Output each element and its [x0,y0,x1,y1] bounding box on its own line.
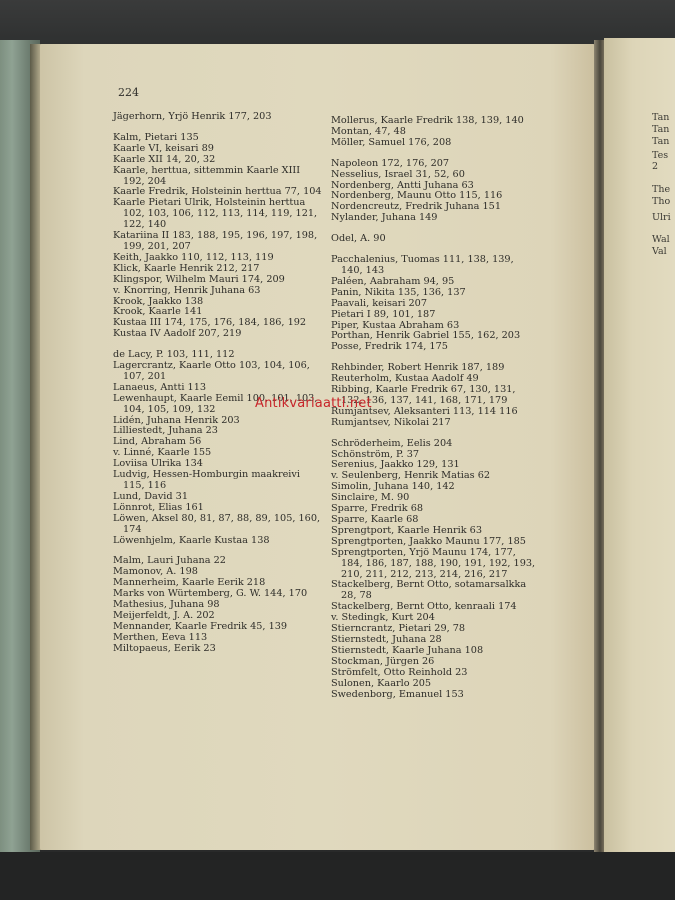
index-entry: Odel, A. 90 [331,233,386,245]
index-entry: Pietari I 89, 101, 187 [331,308,436,320]
index-entry: Malm, Lauri Juhana 22 [113,555,226,567]
facing-page-fragment: Tes [652,150,669,161]
index-entry: Sprengtporten, Yrjö Maunu 174, 177, 184, 186, 187, 188, 190, 191, 192, 193, 210, 211, 212, 213, 214, 216, 217 [331,546,536,580]
index-entry: Kaarle Pietari Ulrik, Holsteinin herttua 102, 103, 106, 112, 113, 114, 119, 121, 122, 140 [113,197,318,231]
index-entry: Lilliestedt, Juhana 23 [113,425,218,437]
index-entry: Mennander, Kaarle Fredrik 45, 139 [113,620,288,632]
index-entry: Lewenhaupt, Kaarle Eemil 100, 101, 103, 104, 105, 109, 132 [113,392,318,415]
index-entry: Meijerfeldt, J. A. 202 [113,609,215,621]
index-entry: Sulonen, Kaarlo 205 [331,677,432,689]
index-entry: Napoleon 172, 176, 207 [331,157,450,169]
index-entry: Kustaa IV Aadolf 207, 219 [113,328,242,340]
index-entry: Nylander, Juhana 149 [331,212,438,224]
index-entry: Stackelberg, Bernt Otto, kenraali 174 [331,601,517,613]
index-entry: Miltopaeus, Eerik 23 [113,642,216,654]
index-entry: Montan, 47, 48 [331,125,406,137]
index-entry: Löwenhjelm, Kaarle Kustaa 138 [113,534,270,546]
index-entry: Lidén, Juhana Henrik 203 [113,414,240,426]
index-entry: Sparre, Fredrik 68 [331,503,424,515]
index-entry: v. Linné, Kaarle 155 [113,447,212,459]
index-entry: Paléen, Aabraham 94, 95 [331,275,455,287]
index-entry: Lagercrantz, Kaarle Otto 103, 104, 106, 107, 201 [113,360,310,382]
facing-page-fragment: Ulri [652,212,671,223]
index-entry: Simolin, Juhana 140, 142 [331,481,455,493]
index-entry: Katariina II 183, 188, 195, 196, 197, 198, 199, 201, 207 [113,230,318,252]
index-entry: Keith, Jaakko 110, 112, 113, 119 [113,251,274,263]
facing-page-fragment: Tan [652,124,670,135]
index-entry: Sprengtporten, Jaakko Maunu 177, 185 [331,535,526,547]
index-entry: Porthan, Henrik Gabriel 155, 162, 203 [331,330,521,342]
index-entry: Merthen, Eeva 113 [113,631,208,643]
index-entry: Jägerhorn, Yrjö Henrik 177, 203 [113,111,272,122]
index-entry: Mamonov, A. 198 [113,566,198,578]
index-entry: Kustaa III 174, 175, 176, 184, 186, 192 [113,317,307,329]
index-entry: Krook, Jaakko 138 [113,295,204,307]
index-entry: Lanaeus, Antti 113 [113,381,207,393]
index-entry: Stockman, Jürgen 26 [331,655,435,667]
index-entry: Sprengtport, Kaarle Henrik 63 [331,524,483,536]
index-entry: Lund, David 31 [113,490,188,502]
page-number: 224 [118,86,139,99]
index-entry: Lönnrot, Elias 161 [113,501,204,513]
index-entry: Krook, Kaarle 141 [113,306,203,318]
index-entry: Pacchalenius, Tuomas 111, 138, 139, 140, 143 [331,254,514,276]
index-entry: Schröderheim, Eelis 204 [331,437,453,449]
index-entry: Kaarle, herttua, sittemmin Kaarle XIII 192, 204 [113,164,301,187]
index-entry: Swedenborg, Emanuel 153 [331,688,464,700]
index-entry: Loviisa Ulrika 134 [113,458,203,470]
index-entry: Rumjantsev, Nikolai 217 [331,416,451,428]
facing-page-fragment: Tan [652,112,670,123]
index-entry: de Lacy, P. 103, 111, 112 [113,349,235,361]
index-entry: Nesselius, Israel 31, 52, 60 [331,168,465,180]
index-entry: Ribbing, Kaarle Fredrik 67, 130, 131, 132, 136, 137, 141, 168, 171, 179 [331,384,516,406]
index-column-left [113,112,323,655]
index-entry: Schönström, P. 37 [331,448,420,460]
index-entry: Lind, Abraham 56 [113,436,202,448]
index-entry: Klick, Kaarle Henrik 212, 217 [113,262,260,274]
index-entry: Klingspor, Wilhelm Mauri 174, 209 [113,273,285,285]
index-entry: Kaarle VI, keisari 89 [113,142,214,154]
index-entry: Kaarle XII 14, 20, 32 [113,153,216,165]
index-entry: Sinclaire, M. 90 [331,492,410,504]
facing-page-fragment: 2 [652,161,659,172]
index-entry: Piper, Kustaa Abraham 63 [331,319,460,331]
index-entry: v. Knorring, Henrik Juhana 63 [113,284,261,296]
facing-page-fragment: Val [652,246,667,257]
index-entry: Stiernstedt, Kaarle Juhana 108 [331,644,484,656]
index-entry: Mollerus, Kaarle Fredrik 138, 139, 140 [331,115,524,126]
index-entry: Ludvig, Hessen-Homburgin maakreivi 115, 116 [113,469,300,491]
index-entry: Möller, Samuel 176, 208 [331,136,452,148]
index-entry: Panin, Nikita 135, 136, 137 [331,286,466,298]
index-entry: Rumjantsev, Aleksanteri 113, 114 116 [331,405,518,417]
index-entry: Posse, Fredrik 174, 175 [331,341,448,353]
facing-page-fragment: Tho [652,196,671,207]
index-entry: Sparre, Kaarle 68 [331,514,419,525]
index-entry: Nordenberg, Maunu Otto 115, 116 [331,190,503,202]
index-entry: Reuterholm, Kustaa Aadolf 49 [331,373,479,385]
index-entry: Kaarle Fredrik, Holsteinin herttua 77, 104 [113,186,322,198]
index-entry: Serenius, Jaakko 129, 131 [331,459,460,471]
index-entry: Mathesius, Juhana 98 [113,599,220,611]
index-entry: Rehbinder, Robert Henrik 187, 189 [331,362,505,374]
index-entry: Kalm, Pietari 135 [113,131,199,143]
watermark: Antikvariaatti.net [255,396,372,411]
index-entry: Stackelberg, Bernt Otto, sotamarsalkka 28, 78 [331,579,527,602]
index-entry: v. Stedingk, Kurt 204 [331,612,435,624]
facing-page-fragment: Tan [652,136,670,147]
index-entry: Mannerheim, Kaarle Eerik 218 [113,577,266,589]
index-entry: Nordencreutz, Fredrik Juhana 151 [331,201,501,213]
facing-page-fragment: The [652,184,671,195]
index-entry: Stierncrantz, Pietari 29, 78 [331,623,466,635]
index-entry: Marks von Würtemberg, G. W. 144, 170 [113,588,308,600]
index-entry: v. Seulenberg, Henrik Matias 62 [331,470,491,482]
index-entry: Löwen, Aksel 80, 81, 87, 88, 89, 105, 160, 174 [113,512,321,535]
table-foreground [0,852,675,900]
index-entry: Stiernstedt, Juhana 28 [331,633,442,645]
facing-page-fragment: Wal [652,234,670,245]
index-entry: Nordenberg, Antti Juhana 63 [331,179,474,191]
index-entry: Paavali, keisari 207 [331,297,427,309]
index-entry: Strömfelt, Otto Reinhold 23 [331,666,468,678]
